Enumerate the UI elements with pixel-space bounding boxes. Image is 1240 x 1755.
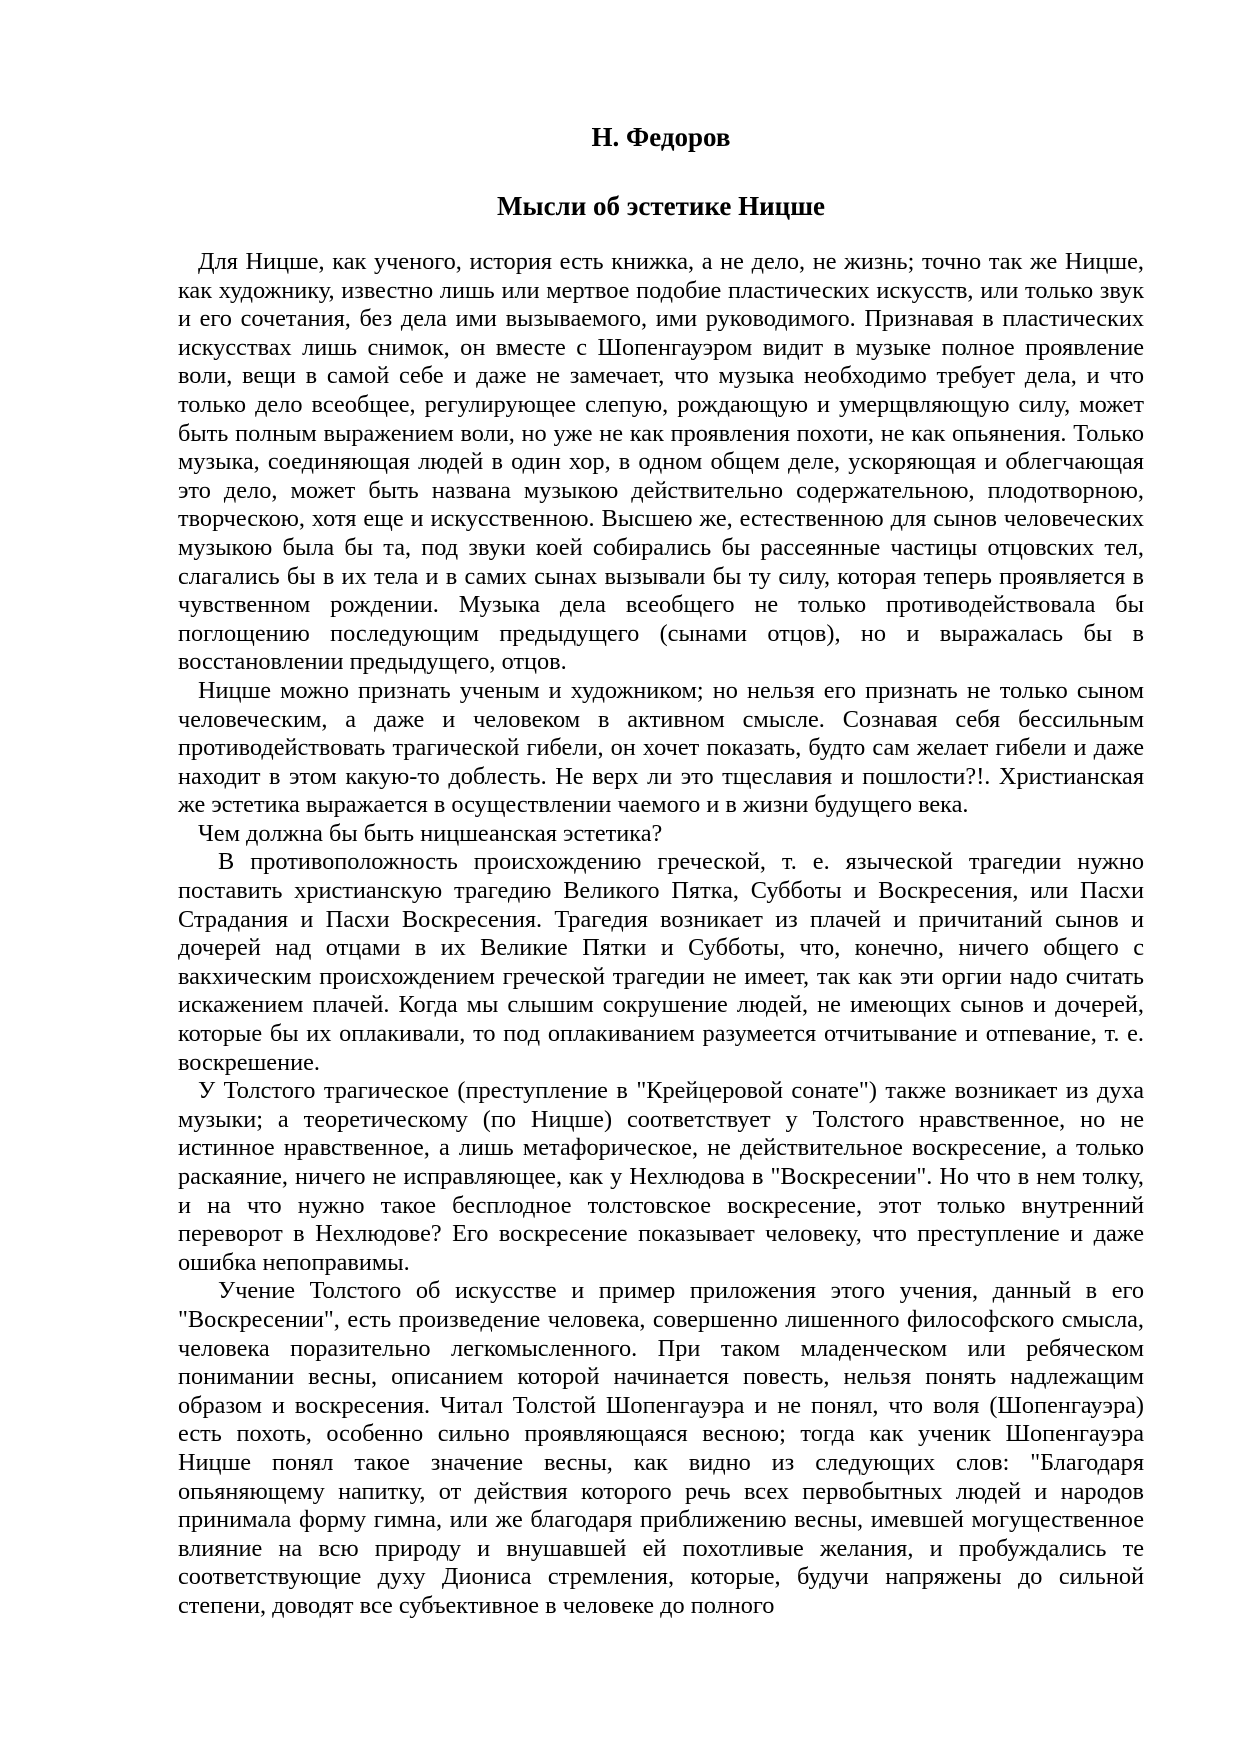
author-heading: Н. Федоров — [591, 122, 731, 152]
paragraph: Учение Толстого об искусстве и пример приложения этого учения, данный в его "Воскресении", есть произведение человека, совершенно лишенного философского смысла, человека поразительно легкомысленного. При таком младенческом или ребяческом понимании весны, описанием которой начинается повесть, нельзя понять надлежащим образом и воскресения. Читал Толстой Шопенгауэра и не понял, что воля (Шопенгауэра) есть похоть, особенно сильно проявляющаяся весною; тогда как ученик Шопенгауэра Ницше понял такое значение весны, как видно из следующих слов: "Благодаря опьяняющему напитку, от действия которого речь всех первобытных людей и народов принимала форму гимна, или же благодаря приближению весны, имевшей могущественное влияние на всю природу и внушавшей ей похотливые желания, и пробуждались те соответствующие духу Диониса стремления, которые, будучи напряжены до сильной степени, доводят все субъективное в человеке до полного — [178, 1277, 1144, 1619]
paragraph: В противоположность происхождению греческой, т. е. языческой трагедии нужно поставить христианскую трагедию Великого Пятка, Субботы и Воскресения, или Пасхи Страдания и Пасхи Воскресения. Трагедия возникает из плачей и причитаний сынов и дочерей над отцами в их Великие Пятки и Субботы, что, конечно, ничего общего с вакхическим происхождением греческой трагедии не имеет, так как эти оргии надо считать искажением плачей. Когда мы слышим сокрушение людей, не имеющих сынов и дочерей, которые бы их оплакивали, то под оплакиванием разумеется отчитывание и отпевание, т. е. воскрешение. — [178, 848, 1144, 1076]
paragraph: Чем должна бы быть ницшеанская эстетика? — [198, 819, 663, 847]
paragraph: У Толстого трагическое (преступление в "Крейцеровой сонате") также возникает из духа музыки; а теоретическому (по Ницше) соответствует у Толстого нравственное, но не истинное нравственное, а лишь метафорическое, не действительное воскресение, а только раскаяние, ничего не исправляющее, как у Нехлюдова в "Воскресении". Но что в нем толку, и на что нужно такое бесплодное толстовское воскресение, этот только внутренний переворот в Нехлюдове? Его воскресение показывает человеку, что преступление и даже ошибка непоправимы. — [178, 1077, 1144, 1276]
page-title: Мысли об эстетике Ницше — [497, 191, 825, 221]
paragraph: Для Ницше, как ученого, история есть книжка, а не дело, не жизнь; точно так же Ницше, как художнику, известно лишь или мертвое подобие пластических искусств, или только звук и его сочетания, без дела ими вызываемого, ими руководимого. Признавая в пластических искусствах лишь снимок, он вместе с Шопенгауэром видит в музыке полное проявление воли, вещи в самой себе и даже не замечает, что музыка необходимо требует дела, и что только дело всеобщее, регулирующее слепую, рождающую и умерщвляющую силу, может быть полным выражением воли, но уже не как проявления похоти, не как опьянения. Только музыка, соединяющая людей в один хор, в одном общем деле, ускоряющая и облегчающая это дело, может быть названа музыкою действительно содержательною, плодотворною, творческою, хотя еще и искусственною. Высшею же, естественною для сынов человеческих музыкою была бы та, под звуки коей собирались бы рассеянные частицы отцовских тел, слагались бы в их тела и в самих сынах вызывали бы ту силу, которая теперь проявляется в чувственном рождении. Музыка дела всеобщего не только противодействовала бы поглощению последующим предыдущего (сынами отцов), но и выражалась бы в восстановлении предыдущего, отцов. — [178, 248, 1144, 676]
document-body — [178, 248, 1144, 1621]
paragraph: Ницше можно признать ученым и художником; но нельзя его признать не только сыном человеческим, а даже и человеком в активном смысле. Сознавая себя бессильным противодействовать трагической гибели, он хочет показать, будто сам желает гибели и даже находит в этом какую-то доблесть. Не верх ли это тщеславия и пошлости?!. Христианская же эстетика выражается в осуществлении чаемого и в жизни будущего века. — [178, 676, 1144, 819]
